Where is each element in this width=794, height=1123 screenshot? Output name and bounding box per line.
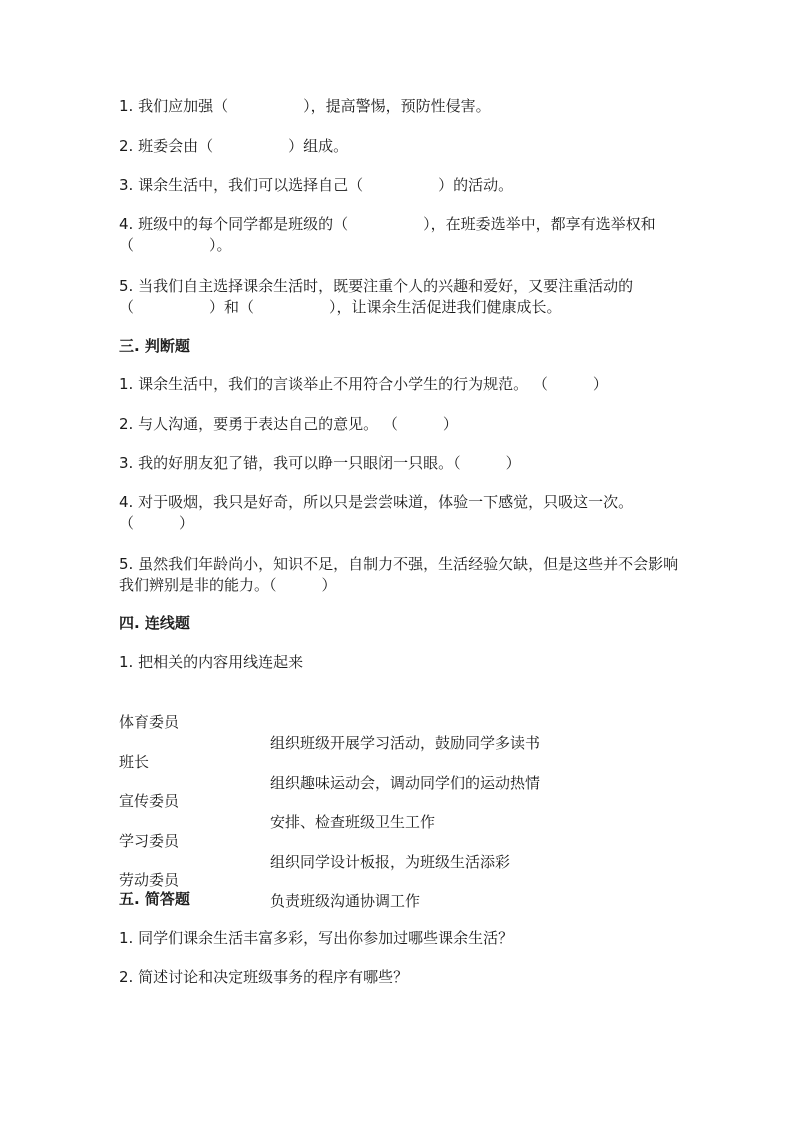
- short-answer-question-1: 1. 同学们课余生活丰富多彩，写出你参加过哪些课余生活？: [119, 929, 514, 947]
- matching-left-item: 学习委员: [119, 832, 180, 850]
- fill-blank-question-5: 5. 当我们自主选择课余生活时，既要注重个人的兴趣和爱好，又要注重活动的（ ）和（ ），让课余生活促进我们健康成长。: [119, 277, 634, 316]
- judge-question-1: 1. 课余生活中，我们的言谈举止不用符合小学生的行为规范。 （ ）: [119, 375, 608, 393]
- fill-blank-question-3: 3. 课余生活中，我们可以选择自己（ ）的活动。: [119, 176, 514, 194]
- section-title-matching: 四. 连线题: [119, 614, 190, 632]
- fill-blank-question-1: 1. 我们应加强（ ），提高警惕，预防性侵害。: [119, 97, 491, 115]
- judge-question-2: 2. 与人沟通，要勇于表达自己的意见。 （ ）: [119, 415, 458, 433]
- section-title-judge: 三. 判断题: [119, 337, 190, 355]
- judge-question-4: 4. 对于吸烟，我只是好奇，所以只是尝尝味道，体验一下感觉，只吸这一次。（ ）: [119, 493, 634, 532]
- fill-blank-question-2: 2. 班委会由（ ）组成。: [119, 137, 349, 155]
- matching-right-item: 组织同学设计板报，为班级生活添彩: [270, 853, 511, 871]
- judge-question-3: 3. 我的好朋友犯了错，我可以睁一只眼闭一只眼。（ ）: [119, 454, 521, 472]
- matching-right-item: 安排、检查班级卫生工作: [270, 813, 436, 831]
- matching-right-item: 组织趣味运动会，调动同学们的运动热情: [270, 774, 541, 792]
- section-title-short-answer: 五. 简答题: [119, 890, 190, 908]
- matching-instruction: 1. 把相关的内容用线连起来: [119, 653, 304, 671]
- matching-left-item: 劳动委员: [119, 871, 180, 889]
- matching-left-item: 班长: [119, 753, 150, 771]
- judge-question-5: 5. 虽然我们年龄尚小，知识不足，自制力不强，生活经验欠缺，但是这些并不会影响我们辨别是非的能力。（ ）: [119, 555, 679, 594]
- matching-right-item: 负责班级沟通协调工作: [270, 892, 421, 910]
- matching-left-item: 体育委员: [119, 713, 180, 731]
- matching-right-item: 组织班级开展学习活动，鼓励同学多读书: [270, 734, 541, 752]
- short-answer-question-2: 2. 简述讨论和决定班级事务的程序有哪些？: [119, 968, 409, 986]
- fill-blank-question-4: 4. 班级中的每个同学都是班级的（ ），在班委选举中，都享有选举权和（ ）。: [119, 215, 656, 254]
- matching-left-item: 宣传委员: [119, 792, 180, 810]
